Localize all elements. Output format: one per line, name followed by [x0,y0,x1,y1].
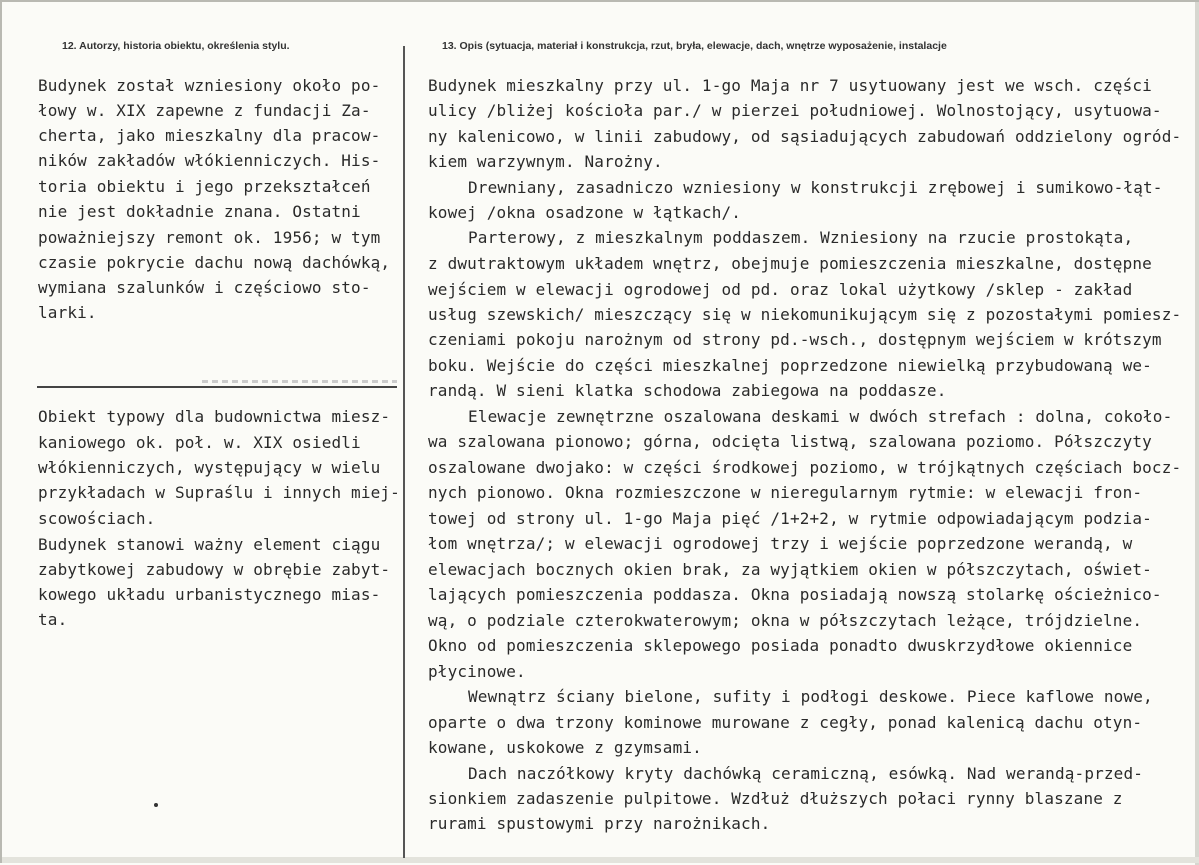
description-line: z dwutraktowym układem wnętrz, obejmuje pomieszczenia mieszkalne, dostępne [428,254,1152,273]
column-divider [403,46,405,858]
style-line: kowego układu urbanistycznego mias- [38,585,381,604]
style-line: ta. [38,610,68,629]
heading-description: 13. Opis (sytuacja, materiał i konstrukcja, rzut, bryła, elewacje, dach, wnętrze wyposażenie, instalacje [442,40,947,52]
description-line: Budynek mieszkalny przy ul. 1-go Maja nr 7 usytuowany jest we wsch. części [428,76,1152,95]
description-line: Dach naczółkowy kryty dachówką ceramiczną, esówką. Nad werandą-przed- [468,764,1144,783]
description-line: łom wnętrza/; w elewacji ogrodowej trzy i wejście poprzedzone werandą, w [428,534,1133,553]
history-line: cherta, jako mieszkalny dla pracow- [38,126,381,145]
description-line: boku. Wejście do części mieszkalnej poprzedzone niewielką przybudowaną we- [428,356,1152,375]
description-line: usług szewskich/ mieszczący się w niekomunikującym się z pozostałymi pomiesz- [428,305,1182,324]
history-line: larki. [38,303,97,322]
heading-history: 12. Autorzy, historia obiektu, określenia stylu. [62,40,290,52]
history-line: toria obiektu i jego przekształceń [38,177,371,196]
description-line: wejściem w elewacji ogrodowej od pd. oraz lokal użytkowy /sklep - zakład [428,280,1133,299]
history-line: ników zakładów włókienniczych. His- [38,151,381,170]
description-line: Elewacje zewnętrzne oszalowana deskami w dwóch strefach : dolna, cokoło- [468,407,1173,426]
description-line: oszalowane dwojako: w części środkowej poziomo, w trójkątnych częściach bocz- [428,458,1182,477]
description-line: lających pomieszczenia poddasza. Okna posiadają nowszą stolarkę ościeżnico- [428,585,1162,604]
card-edge-right [1195,2,1199,865]
description-line: kowane, uskokowe z gzymsami. [428,738,702,757]
description-line: nych pionowo. Okna rozmieszczone w nieregularnym rytmie: w elewacji fron- [428,483,1143,502]
description-line: Parterowy, z mieszkalnym poddaszem. Wzniesiony na rzucie prostokąta, [468,228,1134,247]
description-line: wą, o podziale czterokwaterowym; okna w półszczytach leżące, trójdzielne. [428,611,1143,630]
description-line: Okno od pomieszczenia sklepowego posiada ponadto dwuskrzydłowe okiennice [428,636,1133,655]
description-line: kowej /okna osadzone w łątkach/. [428,203,742,222]
history-line: czasie pokrycie dachu nową dachówką, [38,253,391,272]
description-line: rurami spustowymi przy narożnikach. [428,814,771,833]
section-divider [37,386,397,388]
style-line: przykładach w Supraślu i innych miej- [38,483,400,502]
description-line: Drewniany, zasadniczo wzniesiony w konstrukcji zrębowej i sumikowo-łąt- [468,178,1163,197]
description-line: ny kalenicowo, w linii zabudowy, od sąsiadujących zabudowań oddzielony ogród- [428,127,1182,146]
description-line: czeniami pokoju narożnym od strony pd.-wsch., dostępnym wejściem w krótszym [428,330,1162,349]
card-edge-bottom [2,857,1199,863]
faint-rule [202,380,397,383]
history-line: poważniejszy remont ok. 1956; w tym [38,228,381,247]
history-line: wymiana szalunków i częściowo sto- [38,278,371,297]
description-line: elewacjach bocznych okien brak, za wyjątkiem okien w półszczytach, oświet- [428,560,1152,579]
style-line: włókienniczych, występujący w wielu [38,458,381,477]
description-line: randą. W sieni klatka schodowa zabiegowa na poddasze. [428,381,947,400]
description-line: Wewnątrz ściany bielone, sufity i podłogi deskowe. Piece kaflowe nowe, [468,687,1153,706]
description-line: kiem warzywnym. Narożny. [428,152,663,171]
description-line: sionkiem zadaszenie pulpitowe. Wzdłuż dłuższych połaci rynny blaszane z [428,789,1123,808]
description-line: oparte o dwa trzony kominowe murowane z cegły, ponad kalenicą dachu otyn- [428,713,1143,732]
history-line: nie jest dokładnie znana. Ostatni [38,202,361,221]
style-line: kaniowego ok. poł. w. XIX osiedli [38,433,361,452]
description-line: ulicy /bliżej kościoła par./ w pierzei południowej. Wolnostojący, usytuowa- [428,101,1162,120]
description-line: płycinowe. [428,662,526,681]
style-line: zabytkowej zabudowy w obrębie zabyt- [38,560,391,579]
ink-dot [154,803,158,807]
style-line: scowościach. [38,509,156,528]
description-line: wa szalowana pionowo; górna, odcięta listwą, szalowana poziomo. Półszczyty [428,432,1152,451]
style-line: Budynek stanowi ważny element ciągu [38,535,381,554]
history-line: łowy w. XIX zapewne z fundacji Za- [38,101,371,120]
history-line: Budynek został wzniesiony około po- [38,76,381,95]
style-line: Obiekt typowy dla budownictwa miesz- [38,407,391,426]
description-line: towej od strony ul. 1-go Maja pięć /1+2+2, w rytmie odpowiadającym podzia- [428,509,1152,528]
